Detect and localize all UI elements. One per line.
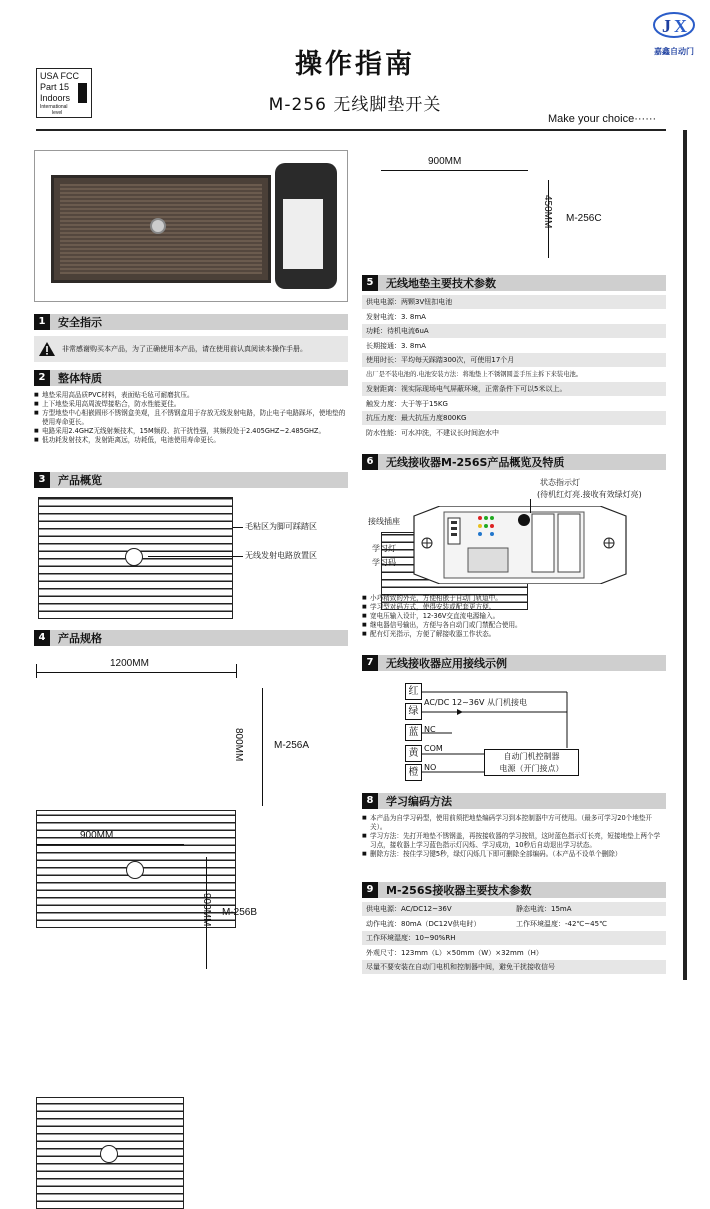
list-item: ■ 上下地垫采用高周波焊接粘合，防水性能更佳。 [34, 400, 348, 409]
no-label: NO [424, 763, 437, 772]
mat-overview-drawing [38, 497, 233, 619]
receiver-photo [275, 163, 337, 289]
section-header [34, 630, 348, 646]
list-item: ■ 删除方法：按住学习键5秒，绿灯闪烁几下即可删除全部编码。（本产品不设单个删除） [362, 850, 666, 859]
list-item: ■ 低功耗发射技术，发射距离远，功耗低，电池使用寿命更长。 [34, 436, 348, 445]
fcc-line: Indoors [40, 93, 71, 103]
acdc-label: AC/DC 12~36V 从门机接电 [424, 698, 527, 707]
section-number: 3 [34, 472, 50, 488]
table-row [362, 917, 666, 932]
controller-box [484, 749, 579, 776]
wire-red: 红 [405, 683, 422, 700]
section-number: 4 [34, 630, 50, 646]
logo-mark-icon [652, 8, 696, 42]
section-receiver-specs [362, 882, 666, 975]
warning-text: 非常感谢购买本产品，为了正确使用本产品，请在使用前认真阅读本操作手册。 [62, 344, 307, 353]
wire-green: 绿 [405, 703, 422, 720]
section-header [34, 472, 348, 488]
section-header [362, 454, 666, 470]
learn-code-label: 学习码 [372, 558, 396, 567]
section-number: 9 [362, 882, 378, 898]
company-logo [644, 8, 704, 60]
side-rule [683, 130, 687, 980]
section-number: 6 [362, 454, 378, 470]
section-title: 整体特质 [58, 372, 102, 385]
status-light-note: (待机红灯亮.接收有效绿灯亮) [537, 490, 642, 499]
controller-label-2: 电源（开门接点） [499, 764, 564, 773]
warning-icon [38, 341, 56, 357]
table-row [362, 902, 666, 917]
header-rule [36, 129, 666, 131]
svg-text:J: J [662, 16, 671, 36]
table-cell: 动作电流：80mA（DC12V供电时） [366, 919, 481, 928]
table-cell: 供电电源：AC/DC12~36V [366, 905, 452, 913]
table-row: 功耗：待机电流6uA [362, 324, 666, 339]
section-header [362, 882, 666, 898]
table-row: 抗压力度：最大抗压力度800KG [362, 411, 666, 426]
table-row: 出厂是不装电池的.电池安装方法：将地垫上不锈钢圆盖手压主拆下来装电池。 [362, 368, 666, 383]
section-mat-specs [362, 275, 666, 440]
section-header [34, 370, 348, 386]
list-item: ■ 宽电压输入设计，12-36V交直流电源输入。 [362, 612, 666, 621]
leader-line [148, 556, 243, 557]
table-row: 供电电源：两颗3V钮扣电池 [362, 295, 666, 310]
dimension-line [381, 170, 528, 171]
section-wiring [362, 655, 666, 671]
fcc-badge [36, 68, 92, 118]
model-b: M-256B [222, 907, 258, 918]
section-title: 产品规格 [58, 632, 102, 645]
mat-drawing-b [36, 1097, 184, 1209]
list-item: ■ 学习方法：先打开地垫不锈钢盖，再按接收器的学习按钮，这时蓝色指示灯长亮，短接地垫上两个学习点，接收器上学习蓝色指示灯闪烁、学习成功，10秒后自动退出学习状态。 [362, 832, 666, 850]
dimension-width-b: 900MM [80, 830, 114, 841]
slogan: Make your choice······ [548, 113, 657, 125]
list-item: ■ 小巧精致的外壳，方便相嵌于自动门轨道中。 [362, 594, 666, 603]
mat-photo [51, 175, 271, 283]
fcc-line: USA FCC [40, 71, 80, 81]
list-item: ■ 电路采用2.4GHZ无线射频技术，15M频段、抗干扰性强，其频段处于2.405GHZ~2.485GHZ。 [34, 427, 348, 436]
dimension-height-c: 450MM [542, 195, 553, 229]
section-features [34, 370, 348, 445]
table-row: 尽量不要安装在自动门电机和控制器中间，避免干扰接收信号 [362, 960, 666, 975]
list-item: ■ 继电器信号输出，方便与各自动门或门禁配合使用。 [362, 621, 666, 630]
section-number: 2 [34, 370, 50, 386]
wire-orange: 橙 [405, 764, 422, 781]
table-row: 防水性能：可水冲洗，不建议长时间泡水中 [362, 426, 666, 441]
com-label: COM [424, 744, 443, 753]
section-title: 学习编码方法 [386, 795, 452, 808]
section-header [34, 314, 348, 330]
dimension-height-a: 800MM [233, 728, 244, 762]
table-row: 使用时长：平均每天踩踏300次，可使用17个月 [362, 353, 666, 368]
feature-list [34, 391, 348, 445]
leader-line [233, 527, 243, 528]
nc-label: NC [424, 725, 436, 734]
fcc-line: level [52, 110, 63, 116]
wire-blue: 蓝 [405, 724, 422, 741]
list-item: ■ 学习型对码方式，使得安装或配套更方便。 [362, 603, 666, 612]
list-item: ■ 地垫采用高品质PVC材料，表面贴毛毡可耐磨抗压。 [34, 391, 348, 400]
section-header [362, 655, 666, 671]
receiver-drawing [408, 506, 632, 584]
section-title: 产品概览 [58, 474, 102, 487]
wire-yellow: 黄 [405, 745, 422, 762]
dimension-width-c: 900MM [428, 156, 462, 167]
table-cell: 静态电流：15mA [516, 905, 572, 913]
section-number: 1 [34, 314, 50, 330]
logo-text: 嘉鑫自动门 [654, 47, 694, 56]
receiver-spec-table [362, 902, 666, 975]
page-title: 操作指南 [295, 49, 415, 80]
learn-light-label: 学习灯 [372, 544, 396, 553]
list-item: ■ 配有灯光指示，方便了解接收器工作状态。 [362, 630, 666, 639]
receiver-board-icon [408, 506, 632, 584]
section-safety [34, 314, 348, 362]
warning-box [34, 336, 348, 362]
table-row: 触发力度：大于等于15KG [362, 397, 666, 412]
section-number: 5 [362, 275, 378, 291]
status-light-label: 状态指示灯 [540, 478, 580, 487]
dimension-height-b: 900MM [201, 893, 212, 927]
dimension-tick [36, 664, 37, 678]
fcc-line: Part 15 [40, 82, 70, 92]
section-title: 无线接收器应用接线示例 [386, 657, 507, 670]
section-header [362, 793, 666, 809]
section-learning [362, 793, 666, 859]
sensor-circle [126, 861, 144, 879]
section-header [362, 275, 666, 291]
fcc-bar [78, 83, 87, 103]
model-c: M-256C [566, 213, 602, 224]
table-row: 工作环境湿度：10~90%RH [362, 931, 666, 946]
label-circuit-area: 无线发射电路放置区 [245, 551, 317, 560]
table-row: 长期接通：3. 8mA [362, 339, 666, 354]
section-title: 无线地垫主要技术参数 [386, 277, 496, 290]
section-specs [34, 630, 348, 646]
controller-label: 自动门机控制器 [503, 752, 560, 761]
dimension-line [36, 844, 184, 845]
section-title: 无线接收器M-256S产品概览及特质 [386, 456, 565, 469]
page-subtitle: M-256 无线脚垫开关 [268, 95, 442, 115]
terminal-label: 接线插座 [368, 517, 400, 526]
spec-table [362, 295, 666, 440]
section-title: 安全指示 [58, 316, 102, 329]
table-cell: 工作环境温度：-42℃~45℃ [516, 919, 607, 928]
table-row: 外观尺寸：123mm（L）×50mm（W）×32mm（H） [362, 946, 666, 961]
sensor-circle [100, 1145, 118, 1163]
receiver-feature-list [362, 594, 666, 639]
section-number: 8 [362, 793, 378, 809]
fcc-line: International [40, 104, 68, 110]
dimension-tick [236, 664, 237, 678]
svg-text:X: X [674, 16, 687, 36]
list-item: ■ 方型地垫中心相嵌圆形不锈钢盒美观，且不锈钢盒用于存放无线发射电路，防止电子电路踩坏，使地垫的使用寿命更长。 [34, 409, 348, 427]
dimension-width-a: 1200MM [110, 658, 149, 669]
label-foot-area: 毛粘区为脚可踩踏区 [245, 522, 317, 531]
dimension-line [262, 688, 263, 806]
leader-line [530, 499, 531, 513]
product-photo [34, 150, 348, 302]
sensor-circle [125, 548, 143, 566]
section-title: M-256S接收器主要技术参数 [386, 884, 532, 897]
table-row: 发射距离：视实际现场电气屏蔽环境，正常条件下可以5米以上。 [362, 382, 666, 397]
table-row: 发射电流：3. 8mA [362, 310, 666, 325]
learning-list [362, 814, 666, 859]
section-number: 7 [362, 655, 378, 671]
section-receiver [362, 454, 666, 470]
model-a: M-256A [274, 740, 310, 751]
section-overview [34, 472, 348, 488]
list-item: ■ 本产品为自学习码型，使用前须把地垫编码学习到本控制器中方可使用。（最多可学习20个地垫开关）。 [362, 814, 666, 832]
dimension-line [36, 672, 236, 673]
